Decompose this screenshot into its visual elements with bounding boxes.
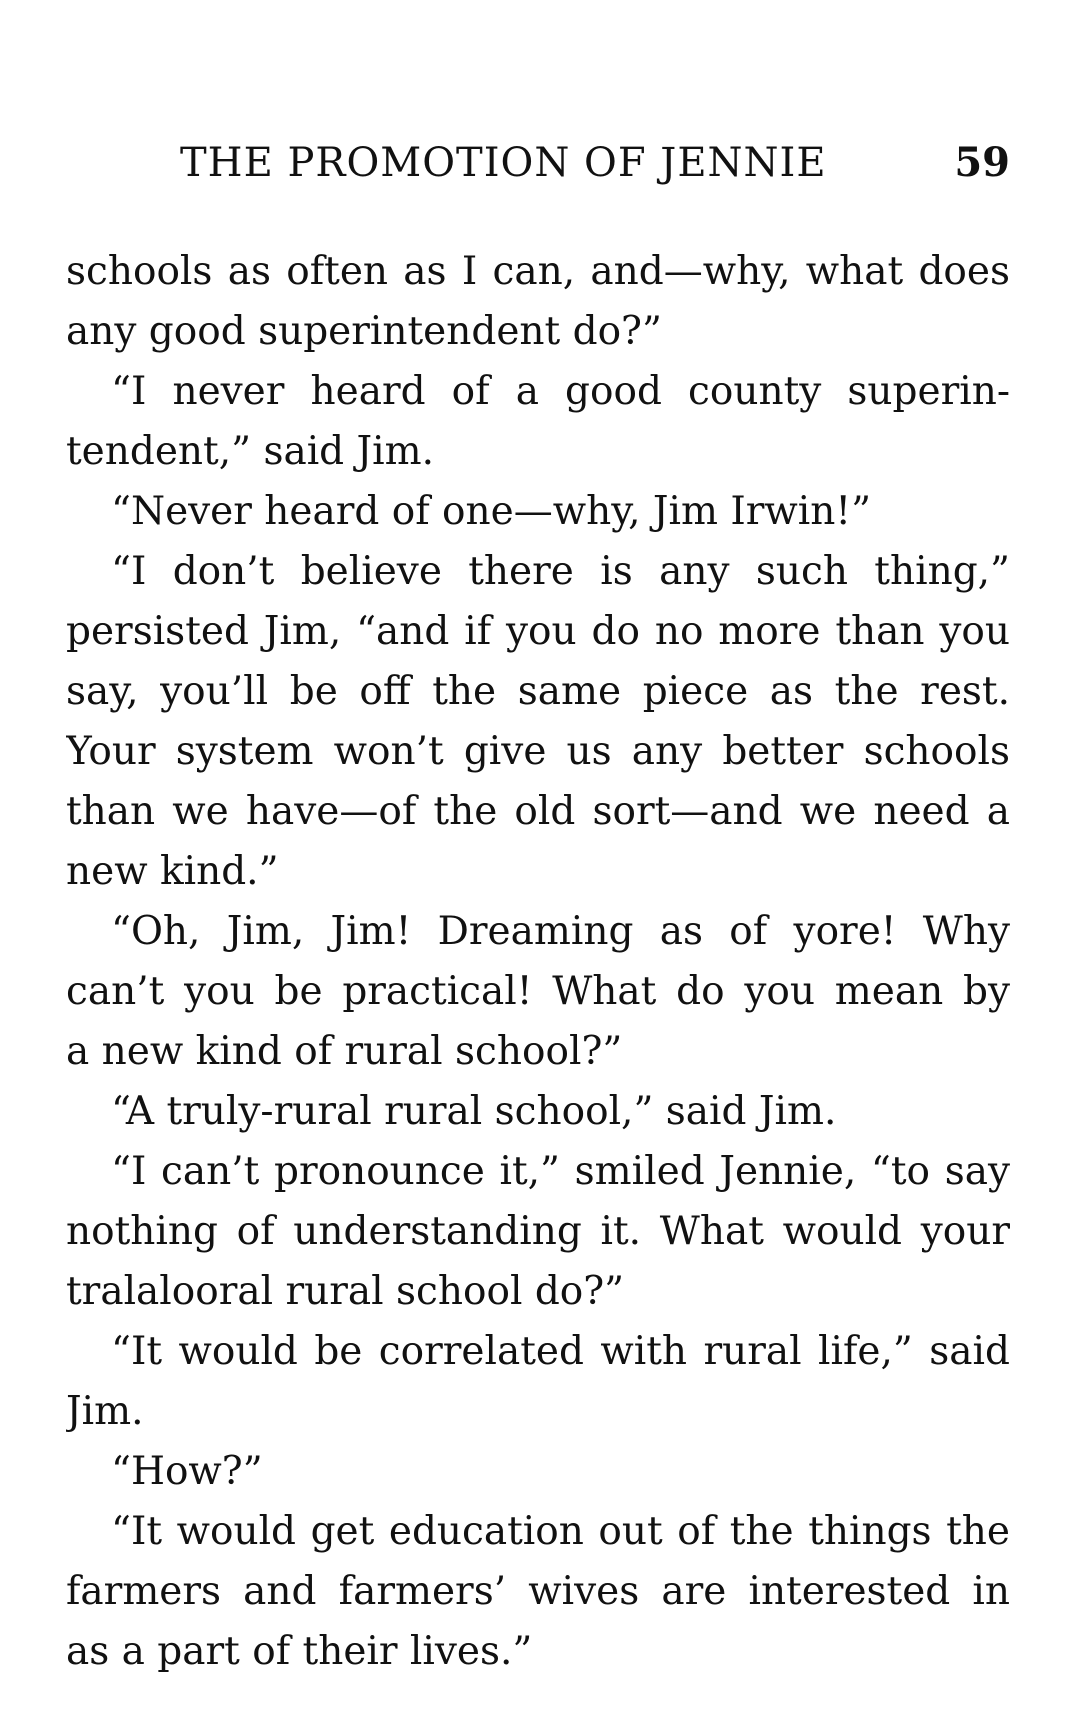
text-line: tralalooral rural school do?” [66,1269,625,1314]
text-line: “How?” [111,1449,263,1494]
text-line: as a part of their lives.” [66,1629,533,1674]
page-number: 59 [954,139,1010,186]
text-line: tendent,” said Jim. [66,429,435,474]
text-line: any good superintendent do?” [66,309,662,354]
text-line: persisted Jim, “and if you do no more than you [66,609,1010,654]
text-line: new kind.” [66,849,279,894]
text-line: say, you’ll be off the same piece as the rest. [66,669,1010,714]
text-line: “It would be correlated with rural life,” said [111,1329,1010,1374]
text-line: “I don’t believe there is any such thing,” [111,549,1010,594]
text-line: nothing of understanding it. What would your [66,1209,1010,1254]
text-line: Your system won’t give us any better schools [66,729,1010,774]
text-line: schools as often as I can, and—why, what does [66,249,1010,294]
text-line: a new kind of rural school?” [66,1029,623,1074]
text-line: can’t you be practical! What do you mean by [66,969,1010,1014]
text-line: “I can’t pronounce it,” smiled Jennie, “to say [111,1149,1010,1194]
text-line: than we have—of the old sort—and we need a [66,789,1010,834]
text-line: “A truly-rural rural school,” said Jim. [111,1089,837,1134]
text-line: “It would get education out of the things the [111,1509,1010,1554]
text-line: “Oh, Jim, Jim! Dreaming as of yore! Why [111,909,1010,954]
text-line: Jim. [66,1389,144,1434]
running-head [0,138,1010,188]
text-line: “Never heard of one—why, Jim Irwin!” [111,489,872,534]
text-line: farmers and farmers’ wives are interested in [66,1569,1010,1614]
body-text [66,242,1010,1682]
text-line: “I never heard of a good county superin- [111,369,1010,414]
running-title: THE PROMOTION OF JENNIE [180,140,827,186]
